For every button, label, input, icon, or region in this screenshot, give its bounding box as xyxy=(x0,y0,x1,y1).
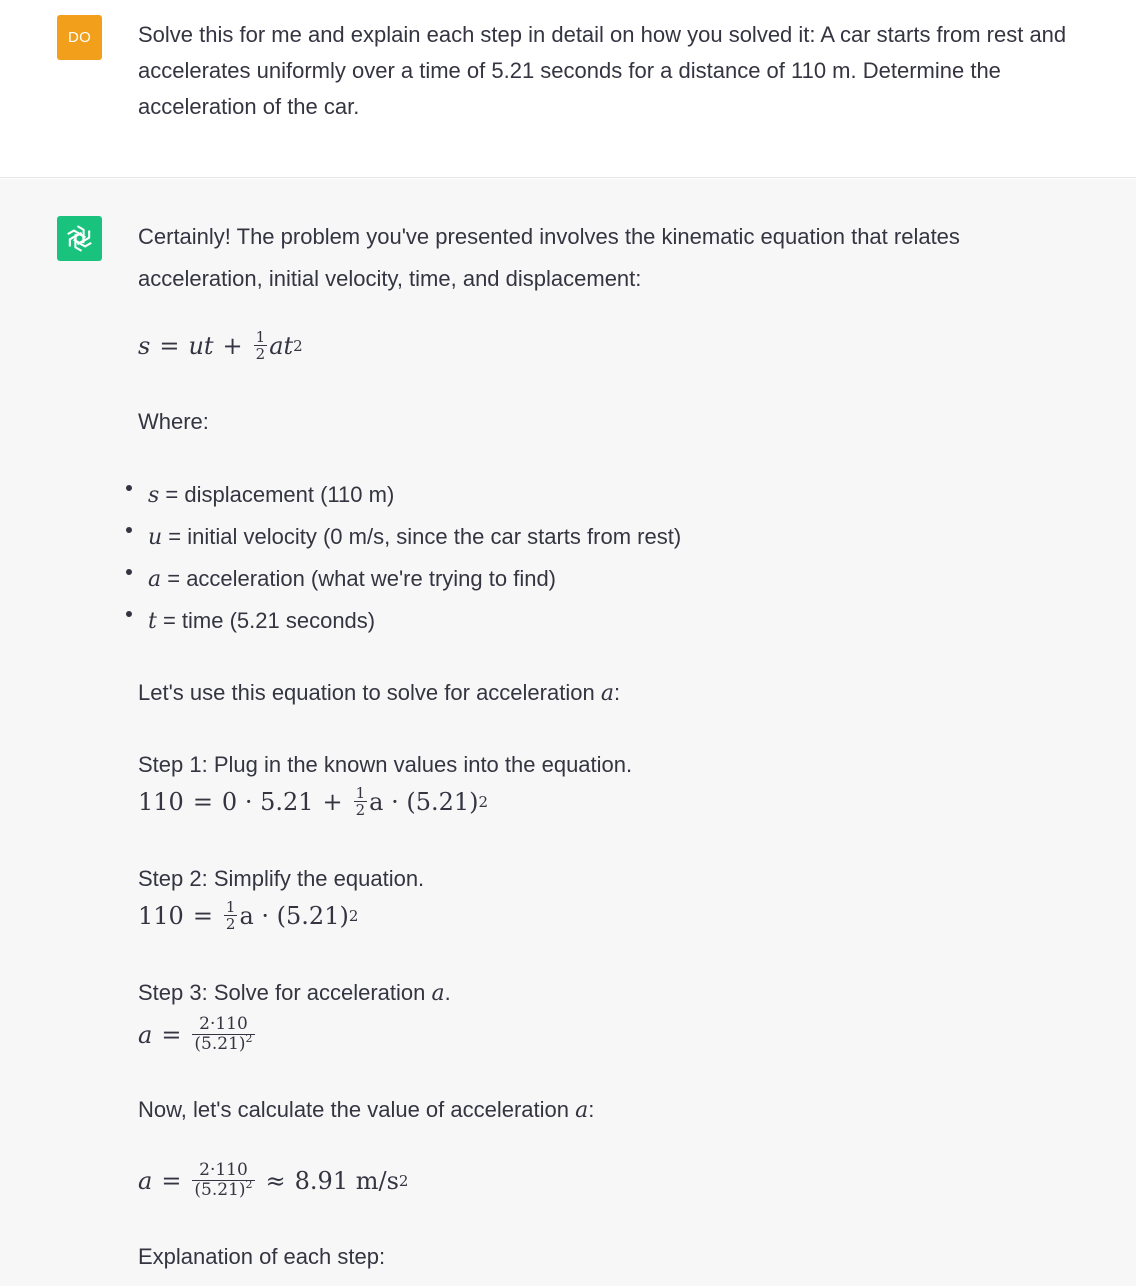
list-item xyxy=(124,600,681,642)
step1-rhs-a: 0 · 5.21 xyxy=(221,787,314,816)
step3-label-text: Step 3: Solve for acceleration xyxy=(138,980,432,1005)
step2-half-fraction xyxy=(224,899,238,932)
bullet-dot xyxy=(126,527,132,533)
step3-suffix: . xyxy=(444,980,451,1005)
fraction-numerator: 2·110 xyxy=(199,1014,248,1034)
step2-lhs: 110 xyxy=(138,901,184,930)
variable-description: = displacement (110 m) xyxy=(159,482,395,507)
fraction-numerator: 1 xyxy=(255,328,266,346)
kinematic-formula: s = ut + $\frac{1}{2}$ at 2 xyxy=(138,328,303,363)
formula-ut: ut xyxy=(188,331,214,360)
result-equation: a = $\frac{2\cdot 110}{(5.21)^2}$ ≈ 8.91 m/s 2 xyxy=(138,1160,409,1200)
fraction-denominator xyxy=(192,1034,254,1054)
step1-equation: 110 = 0 · 5.21 + $\frac{1}{2}$ a · (5.21) 2 xyxy=(138,784,489,819)
bullet-dot xyxy=(126,485,132,491)
equals-sign: = xyxy=(192,901,213,930)
result-value: 8.91 m/s xyxy=(294,1166,399,1195)
plus-sign: + xyxy=(322,787,343,816)
explanation-label: Explanation of each step: xyxy=(138,1244,386,1269)
result-lhs: a xyxy=(138,1166,153,1195)
variable-description: = acceleration (what we're trying to find) xyxy=(161,566,557,591)
step3-label xyxy=(138,972,451,1015)
formula-s: s xyxy=(138,331,151,360)
variable-symbol: t xyxy=(148,609,157,634)
fraction-denominator: 2 xyxy=(355,801,366,819)
fraction-denominator: 2 xyxy=(255,345,266,363)
variable-symbol: a xyxy=(148,567,162,592)
user-message xyxy=(0,0,1136,178)
step2-rhs: a · (5.21) xyxy=(239,901,349,930)
fraction-denominator: 2 xyxy=(225,915,236,933)
list-item xyxy=(124,516,681,558)
step3-equation xyxy=(138,1015,257,1054)
bullet-dot xyxy=(126,611,132,617)
denominator-exponent: 2 xyxy=(245,1178,253,1191)
now-calc-suffix: : xyxy=(588,1097,595,1122)
denominator-exponent: 2 xyxy=(245,1032,253,1045)
where-label: Where: xyxy=(138,409,209,434)
now-calc-symbol: a xyxy=(575,1098,589,1123)
equals-sign: = xyxy=(161,1166,182,1195)
approx-sign: ≈ xyxy=(265,1166,286,1195)
step2-equation: 110 = $\frac{1}{2}$ a · (5.21) 2 xyxy=(138,898,359,933)
intro-line-2: acceleration, initial velocity, time, and displacement: xyxy=(138,266,642,291)
formula-plus: + xyxy=(222,331,243,360)
step1-half-fraction xyxy=(354,785,368,818)
step2-label: Step 2: Simplify the equation. xyxy=(138,866,425,891)
list-item xyxy=(124,558,681,600)
formula-at: at xyxy=(269,331,294,360)
bullet-dot xyxy=(126,569,132,575)
step1-lhs: 110 xyxy=(138,787,184,816)
equals-sign: = xyxy=(161,1020,182,1049)
result-fraction xyxy=(192,1161,254,1200)
variable-symbol: u xyxy=(148,525,163,550)
formula-equals: = xyxy=(159,331,180,360)
lets-use-label: Let's use this equation to solve for acceleration xyxy=(138,680,601,705)
variable-symbol: s xyxy=(148,483,160,508)
variable-list xyxy=(124,474,681,642)
fraction-numerator: 2·110 xyxy=(199,1160,248,1180)
step1-label: Step 1: Plug in the known values into the equation. xyxy=(138,752,633,777)
lets-use-suffix: : xyxy=(613,680,621,705)
intro-line-1: Certainly! The problem you've presented involves the kinematic equation that relates xyxy=(138,224,960,249)
variable-description: = time (5.21 seconds) xyxy=(156,608,376,633)
openai-logo-icon xyxy=(63,222,96,255)
step1-rhs-b: a · (5.21) xyxy=(369,787,479,816)
denominator-base: (5.21) xyxy=(194,1180,246,1200)
step3-fraction xyxy=(192,1015,254,1054)
list-item xyxy=(124,474,681,516)
variable-description: = initial velocity (0 m/s, since the car starts from rest) xyxy=(162,524,682,549)
step3-lhs: a xyxy=(138,1020,153,1049)
equals-sign: = xyxy=(192,787,213,816)
fraction-numerator: 1 xyxy=(355,784,366,802)
step3-symbol: a xyxy=(431,981,445,1006)
user-avatar: DO xyxy=(57,15,102,60)
now-calc-label: Now, let's calculate the value of acceleration xyxy=(138,1097,576,1122)
formula-half-fraction xyxy=(254,329,268,362)
fraction-numerator: 1 xyxy=(225,898,236,916)
assistant-message xyxy=(0,179,1136,1286)
lets-use-symbol: a xyxy=(600,681,614,706)
assistant-avatar xyxy=(57,216,102,261)
fraction-denominator xyxy=(192,1180,254,1200)
now-calc-text xyxy=(138,1089,594,1132)
lets-use-text xyxy=(138,672,620,715)
user-message-text: Solve this for me and explain each step in detail on how you solved it: A car starts from rest and accelerates uniformly over a time of 5.21 seconds for a distance of 110 m. Determine the acceleration of the car. xyxy=(138,22,1067,119)
denominator-base: (5.21) xyxy=(194,1034,246,1054)
